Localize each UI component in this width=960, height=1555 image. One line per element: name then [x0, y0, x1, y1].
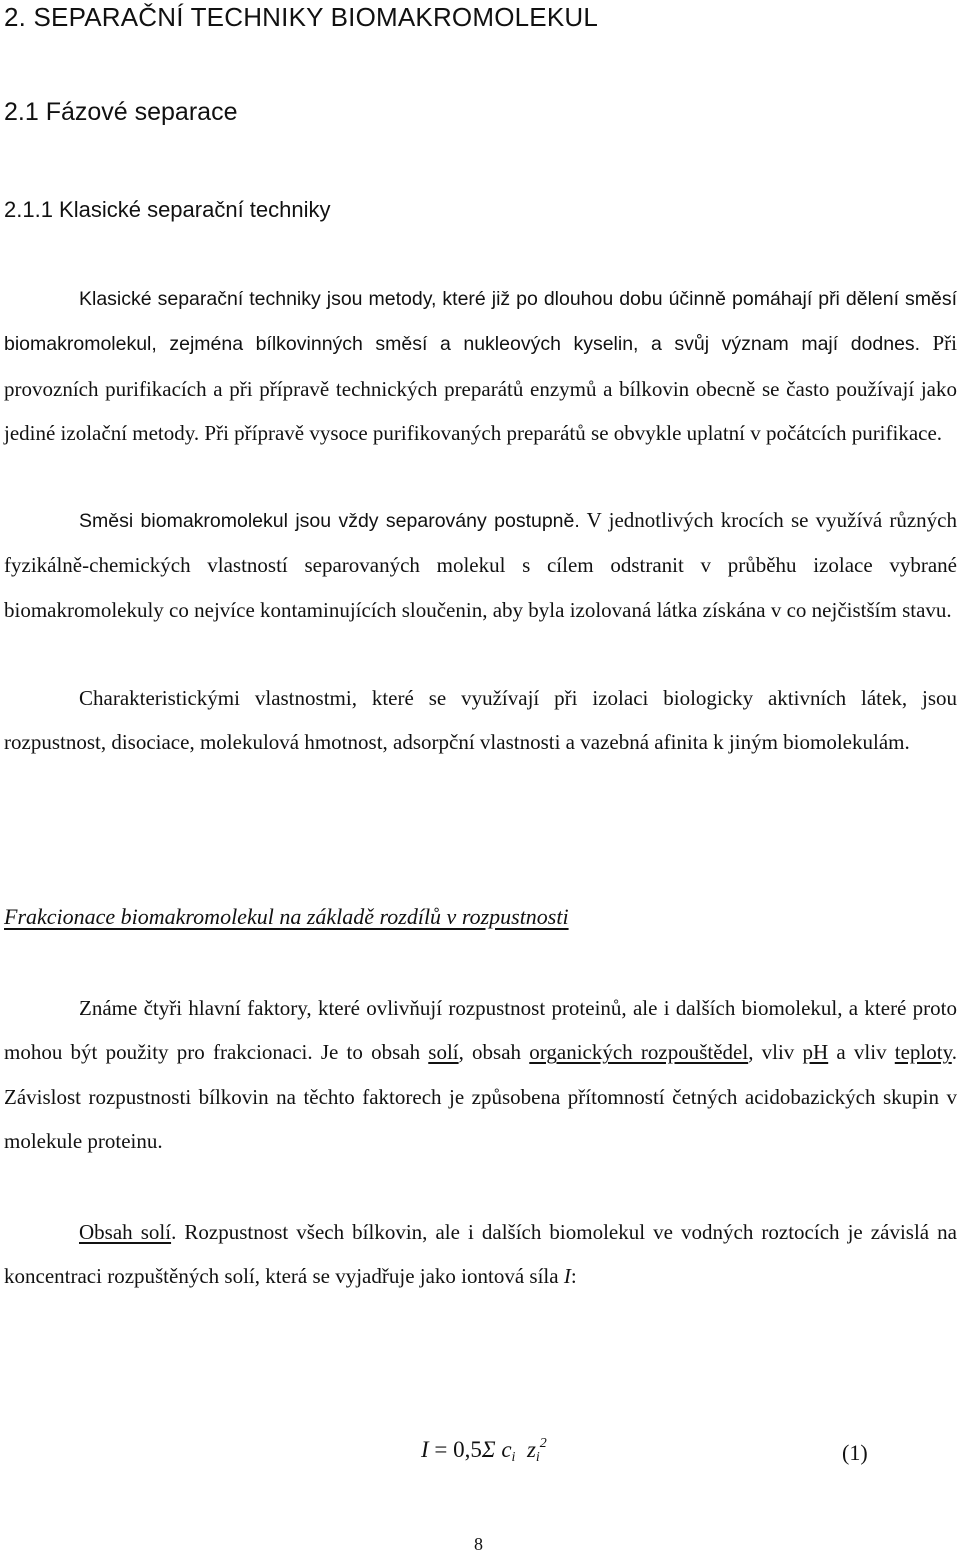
- paragraph-1: [4, 276, 957, 456]
- link-teploty[interactable]: teploty: [894, 1040, 952, 1065]
- paragraph-5: [4, 1210, 957, 1299]
- ionic-strength-symbol: I: [563, 1264, 571, 1289]
- equation-z: z: [526, 1437, 536, 1462]
- paragraph-2-serif-text: V jednotlivých krocích se využívá různých fyzikálně-chemických vlastností separovaných molekul s cílem odstranit v průběhu izolace vybrané biomakromolekuly co nejvíce kontaminujících sloučenin, aby byla izolovaná látka získána v co nejčistším stavu.: [4, 508, 958, 622]
- equation-lhs: I: [421, 1437, 429, 1462]
- link-soli[interactable]: solí: [428, 1040, 459, 1065]
- subsection-heading: 2.1.1 Klasické separační techniky: [4, 197, 331, 222]
- link-obsah-soli[interactable]: Obsah solí: [79, 1220, 172, 1244]
- link-ph[interactable]: pH: [802, 1040, 829, 1065]
- equation-number: (1): [842, 1440, 868, 1465]
- paragraph-3: Charakteristickými vlastnostmi, které se využívají při izolaci biologicky aktivních látek, jsou rozpustnost, disociace, molekulová hmotnost, adsorpční vlastnosti a vazebná afinita k jiným biomolekulám.: [4, 686, 957, 755]
- equation-coefficient: = 0,5: [428, 1437, 482, 1462]
- paragraph-4-text-4: a vliv: [828, 1040, 895, 1065]
- chapter-heading: 2. SEPARAČNÍ TECHNIKY BIOMAKROMOLEKUL: [4, 2, 598, 32]
- equation-c-subscript: i: [511, 1450, 516, 1465]
- ionic-strength-equation: [421, 1436, 547, 1466]
- paragraph-1-sans-text: Klasické separační techniky jsou metody, které již po dlouhou dobu účinně pomáhají při dělení směsí biomakromolekul, zejména bílkovinných směsí a nukleových kyselin, a svůj význam mají dodnes.: [4, 288, 957, 356]
- paragraph-4-text-5: . Závislost rozpustnosti bílkovin na těchto faktorech je způsobena přítomností četných acidobazických skupin v molekule proteinu.: [4, 1040, 957, 1154]
- equation-z-subscript: i: [535, 1450, 540, 1465]
- equation-sigma: Σ: [481, 1437, 496, 1462]
- paragraph-2: [4, 498, 957, 632]
- equation-z-superscript: 2: [539, 1436, 547, 1451]
- link-organicke-rozpoustedla[interactable]: organických rozpouštědel: [529, 1040, 749, 1065]
- paragraph-4-text-3: , vliv: [748, 1040, 803, 1065]
- paragraph-4: [4, 986, 957, 1164]
- page-number: 8: [474, 1534, 483, 1554]
- paragraph-2-sans-text: Směsi biomakromolekul jsou vždy separovány postupně.: [79, 510, 580, 532]
- italic-subheading: Frakcionace biomakromolekul na základě rozdílů v rozpustnosti: [4, 904, 569, 929]
- section-heading: 2.1 Fázové separace: [4, 98, 238, 126]
- paragraph-5-text-2: :: [570, 1264, 577, 1289]
- paragraph-4-text-2: , obsah: [458, 1040, 530, 1065]
- equation-c: c: [501, 1437, 512, 1462]
- paragraph-5-text-1: . Rozpustnost všech bílkovin, ale i dalších biomolekul ve vodných roztocích je závislá na koncentraci rozpuštěných solí, která se vyjadřuje jako iontová síla: [4, 1220, 957, 1289]
- paragraph-1-serif-text: Při provozních purifikacích a při přípravě technických preparátů enzymů a bílkovin obecně se často používají jako jediné izolační metody. Při přípravě vysoce purifikovaných preparátů se obvykle uplatní v počátcích purifikace.: [4, 331, 957, 446]
- paragraph-4-text-1: Známe čtyři hlavní faktory, které ovlivňují rozpustnost proteinů, ale i dalších biomolekul, a které proto mohou být použity pro frakcionaci. Je to obsah: [4, 996, 957, 1065]
